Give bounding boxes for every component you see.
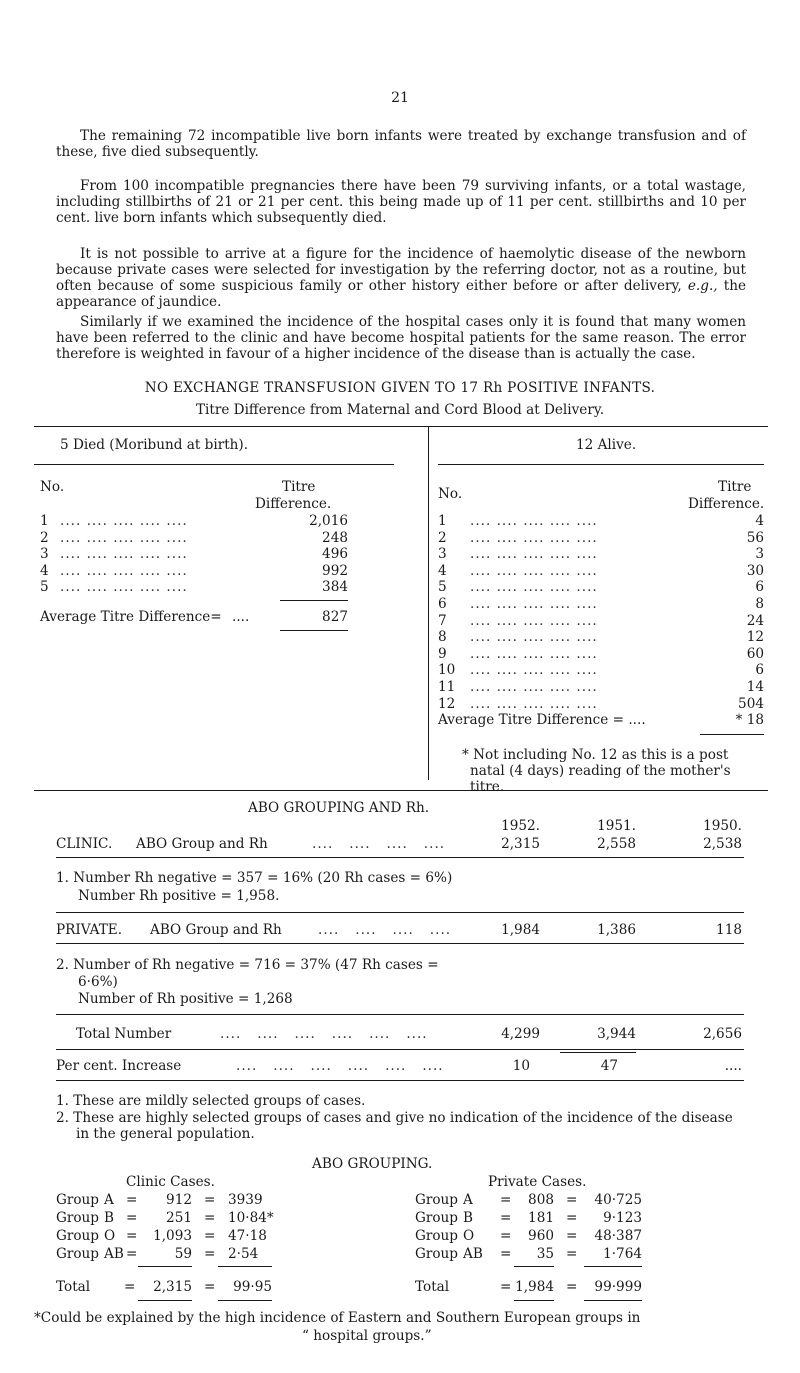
clinic-pct-rule <box>218 1266 272 1267</box>
right-col-no: No. <box>438 486 463 502</box>
right-row-no: 6 <box>438 596 447 612</box>
right-row-value: 60 <box>746 645 764 662</box>
transfusion-footnote: * Not including No. 12 as this is a post natal (4 days) reading of the mother's titre. <box>462 747 731 795</box>
clinic-group-letter: B <box>104 1210 114 1226</box>
left-row-no: 1 <box>40 513 49 529</box>
clinic-total-eq1: = <box>124 1279 136 1295</box>
right-row-no: 7 <box>438 612 447 629</box>
clinic-group-eq1: = <box>126 1246 138 1262</box>
note-2: 2. These are highly selected groups of cases and give no indication of the incidence of the disease in the general population. <box>56 1110 733 1142</box>
private-pct-rule <box>584 1266 642 1267</box>
clinic-group-pct: 2·54 <box>228 1246 259 1262</box>
left-row-dots: .... .... .... .... .... <box>60 562 188 579</box>
increase-1952: 10 <box>512 1058 530 1074</box>
clinic-count-total-rule <box>138 1300 192 1301</box>
right-row-no: 5 <box>438 579 447 596</box>
left-average-label: Average Titre Difference= <box>40 609 222 625</box>
grouping-footnote-2: “ hospital groups.” <box>302 1328 432 1344</box>
private-1950: 118 <box>716 922 742 938</box>
right-row-dots: .... .... .... .... .... <box>470 645 598 662</box>
clinic-1952: 2,315 <box>501 836 540 852</box>
note-1: 1. These are mildly selected groups of cases. <box>56 1093 366 1109</box>
private-note-3: Number of Rh positive = 1,268 <box>78 991 293 1007</box>
right-row-dots: .... .... .... .... .... <box>470 612 598 629</box>
right-row-value: 30 <box>746 562 764 579</box>
left-row-dots: .... .... .... .... .... <box>60 579 188 595</box>
right-row-value: 24 <box>746 612 764 629</box>
right-col-difference: Difference. <box>688 496 765 512</box>
clinic-group-eq1: = <box>126 1228 138 1244</box>
clinic-note-2: Number Rh positive = 1,958. <box>78 888 280 904</box>
right-col-titre: Titre <box>718 479 752 495</box>
year-1950: 1950. <box>703 818 742 834</box>
private-1952: 1,984 <box>501 922 540 938</box>
private-group-count: 960 <box>528 1228 554 1244</box>
total-1950: 2,656 <box>703 1026 742 1042</box>
private-group-letter: AB <box>463 1246 483 1262</box>
private-group-word: Group <box>415 1192 458 1208</box>
right-row-dots: .... .... .... .... .... <box>470 662 598 679</box>
right-row-no: 3 <box>438 546 447 563</box>
right-row-value: 14 <box>746 679 764 695</box>
clinic-group-count: 251 <box>166 1210 192 1226</box>
private-group-eq2: = <box>566 1192 578 1208</box>
clinic-group-eq2: = <box>204 1192 216 1208</box>
paragraph-2: From 100 incompatible pregnancies there have been 79 surviving infants, or a total wastage, including stillbirths of 21 or 21 per cent. this being made up of 11 per cent. stillbirths and 10 per cent. live born infants which subsequently died. <box>56 178 746 226</box>
right-row-dots: .... .... .... .... .... <box>470 596 598 612</box>
right-row-no: 9 <box>438 645 447 662</box>
right-average-label: Average Titre Difference = <box>438 712 625 728</box>
right-row-no: 2 <box>438 529 447 546</box>
private-total-eq1: = <box>500 1279 512 1295</box>
right-average-dots: .... <box>628 712 646 728</box>
right-row-value: 504 <box>738 695 764 712</box>
increase-col-rule <box>560 1052 636 1053</box>
left-average-rule <box>280 630 348 631</box>
clinic-cases-header: Clinic Cases. <box>126 1174 215 1190</box>
clinic-dots: .... .... .... .... <box>312 836 446 852</box>
right-row-no: 1 <box>438 513 447 529</box>
right-row-dots: .... .... .... .... .... <box>470 629 598 646</box>
year-1952: 1952. <box>501 818 540 834</box>
left-row-value: 2,016 <box>309 513 348 529</box>
clinic-total-pct: 99·95 <box>233 1279 272 1295</box>
clinic-group-eq1: = <box>126 1210 138 1226</box>
clinic-group-eq2: = <box>204 1228 216 1244</box>
clinic-group-letter: A <box>104 1192 114 1208</box>
clinic-total-count: 2,315 <box>153 1279 192 1295</box>
private-pct-total-rule <box>584 1300 642 1301</box>
left-row-value: 384 <box>322 579 348 595</box>
left-average-value: 827 <box>322 609 348 625</box>
total-label: Total Number <box>76 1026 172 1042</box>
private-label: PRIVATE. <box>56 922 123 938</box>
clinic-group-pct: 3939 <box>228 1192 263 1208</box>
left-col-no: No. <box>40 479 65 495</box>
private-count-total-rule <box>514 1300 554 1301</box>
clinic-note-1: 1. Number Rh negative = 357 = 16% (20 Rh cases = 6%) <box>56 870 453 886</box>
paragraph-3-eg: e.g., <box>687 278 718 294</box>
private-group-word: Group <box>415 1246 458 1262</box>
clinic-pct-total-rule <box>218 1300 272 1301</box>
left-row-value: 248 <box>322 529 348 546</box>
clinic-notes-rule <box>56 912 744 913</box>
clinic-group-count: 59 <box>174 1246 192 1262</box>
right-average-rule <box>700 734 764 735</box>
clinic-1950: 2,538 <box>703 836 742 852</box>
right-row-value: 6 <box>755 579 764 596</box>
table-top-rule <box>34 426 768 427</box>
clinic-group-pct: 10·84* <box>228 1210 274 1226</box>
left-row-dots: .... .... .... .... .... <box>60 546 188 562</box>
total-dots: .... .... .... .... .... .... <box>220 1026 428 1042</box>
private-total-eq2: = <box>566 1279 578 1295</box>
private-group-letter: O <box>463 1228 475 1244</box>
private-group-letter: B <box>463 1210 473 1226</box>
left-row-value: 496 <box>322 546 348 562</box>
increase-1950: .... <box>724 1058 742 1074</box>
right-row-value: 3 <box>755 546 764 563</box>
private-1951: 1,386 <box>597 922 636 938</box>
private-group-letter: A <box>463 1192 473 1208</box>
transfusion-table-title: NO EXCHANGE TRANSFUSION GIVEN TO 17 Rh POSITIVE INFANTS. <box>144 380 656 396</box>
right-row-value: 12 <box>746 629 764 646</box>
right-row-no: 8 <box>438 629 447 646</box>
left-row-value: 992 <box>322 562 348 579</box>
table-center-divider <box>428 426 429 780</box>
left-row-dots: .... .... .... .... .... <box>60 513 188 529</box>
private-dots: .... .... .... .... <box>318 922 452 938</box>
abo-rh-title: ABO GROUPING AND Rh. <box>248 800 430 816</box>
left-header-rule <box>34 464 394 465</box>
private-group-pct: 9·123 <box>603 1210 642 1226</box>
left-row-no: 4 <box>40 562 49 579</box>
right-header-rule <box>438 464 764 465</box>
left-header: 5 Died (Moribund at birth). <box>60 437 249 453</box>
left-col-difference: Difference. <box>255 496 332 512</box>
private-group-eq2: = <box>566 1246 578 1262</box>
right-row-dots: .... .... .... .... .... <box>470 529 598 546</box>
left-row-no: 2 <box>40 529 49 546</box>
left-sum-rule <box>280 600 348 601</box>
clinic-count-rule <box>138 1266 192 1267</box>
right-average-value: * 18 <box>735 712 764 728</box>
private-group-count: 181 <box>528 1210 554 1226</box>
total-rule <box>56 1049 744 1050</box>
grouping-footnote-1: *Could be explained by the high incidence of Eastern and Southern European groups in <box>34 1310 641 1326</box>
left-row-no: 3 <box>40 546 49 562</box>
paragraph-3 <box>56 246 746 310</box>
clinic-label: CLINIC. <box>56 836 113 852</box>
left-row-dots: .... .... .... .... .... <box>60 529 188 546</box>
private-group-eq1: = <box>500 1192 512 1208</box>
clinic-total-eq2: = <box>204 1279 216 1295</box>
private-group-word: Group <box>415 1210 458 1226</box>
private-group-pct: 48·387 <box>594 1228 642 1244</box>
private-count-rule <box>514 1266 554 1267</box>
clinic-group-word: Group <box>56 1228 99 1244</box>
private-row-label: ABO Group and Rh <box>150 922 282 938</box>
private-group-count: 35 <box>536 1246 554 1262</box>
page-number: 21 <box>391 90 409 106</box>
clinic-1951: 2,558 <box>597 836 636 852</box>
increase-dots: .... .... .... .... .... .... <box>236 1058 444 1074</box>
paragraph-3-end: the appearance of jaundice. <box>56 278 746 310</box>
left-col-titre: Titre <box>282 479 316 495</box>
right-row-no: 12 <box>438 695 456 712</box>
clinic-group-letter: AB <box>104 1246 124 1262</box>
private-total-pct: 99·999 <box>594 1279 642 1295</box>
year-1951: 1951. <box>597 818 636 834</box>
clinic-group-eq2: = <box>204 1210 216 1226</box>
right-row-no: 10 <box>438 662 456 679</box>
clinic-group-pct: 47·18 <box>228 1228 267 1244</box>
clinic-group-word: Group <box>56 1210 99 1226</box>
left-average-dots: .... <box>232 609 250 625</box>
paragraph-3-text: It is not possible to arrive at a figure for the incidence of haemolytic disease of the newborn because private cases were selected for investigation by the referring doctor, not as a routine, but often because of some suspicious family or other history either before or after delivery, <box>56 246 746 294</box>
private-notes-rule <box>56 1014 744 1015</box>
private-note-2: 6·6%) <box>78 974 118 990</box>
paragraph-4: Similarly if we examined the incidence of the hospital cases only it is found that many women have been referred to the clinic and have become hospital patients for the same reason. The error therefore is weighted in favour of a higher incidence of the disease than is actually the case. <box>56 314 746 362</box>
right-row-dots: .... .... .... .... .... <box>470 546 598 563</box>
private-group-eq1: = <box>500 1228 512 1244</box>
table-bottom-rule <box>34 790 768 791</box>
clinic-group-eq2: = <box>204 1246 216 1262</box>
clinic-rule <box>56 857 744 858</box>
total-1952: 4,299 <box>501 1026 540 1042</box>
private-note-1: 2. Number of Rh negative = 716 = 37% (47 Rh cases = <box>56 957 439 973</box>
clinic-group-word: Group <box>56 1192 99 1208</box>
right-header: 12 Alive. <box>576 437 637 453</box>
increase-rule <box>56 1080 744 1081</box>
right-row-value: 4 <box>755 513 764 529</box>
private-group-eq1: = <box>500 1246 512 1262</box>
clinic-total-label: Total <box>56 1279 91 1295</box>
abo-grouping-title: ABO GROUPING. <box>312 1156 433 1172</box>
private-total-label: Total <box>415 1279 450 1295</box>
right-row-dots: .... .... .... .... .... <box>470 562 598 579</box>
increase-label: Per cent. Increase <box>56 1058 182 1074</box>
private-total-count: 1,984 <box>515 1279 554 1295</box>
total-1951: 3,944 <box>597 1026 636 1042</box>
right-row-dots: .... .... .... .... .... <box>470 513 598 529</box>
clinic-group-word: Group <box>56 1246 99 1262</box>
right-row-value: 56 <box>746 529 764 546</box>
right-row-dots: .... .... .... .... .... <box>470 579 598 596</box>
private-group-eq1: = <box>500 1210 512 1226</box>
increase-1951: 47 <box>600 1058 618 1074</box>
right-row-no: 11 <box>438 679 456 695</box>
clinic-group-letter: O <box>104 1228 116 1244</box>
paragraph-1: The remaining 72 incompatible live born infants were treated by exchange transfusion and of these, five died subsequently. <box>56 128 746 160</box>
private-group-eq2: = <box>566 1210 578 1226</box>
clinic-group-eq1: = <box>126 1192 138 1208</box>
transfusion-table-subtitle: Titre Difference from Maternal and Cord Blood at Delivery. <box>195 402 605 418</box>
private-group-word: Group <box>415 1228 458 1244</box>
right-row-dots: .... .... .... .... .... <box>470 679 598 695</box>
clinic-group-count: 1,093 <box>153 1228 192 1244</box>
right-row-value: 8 <box>755 596 764 612</box>
private-group-eq2: = <box>566 1228 578 1244</box>
right-row-dots: .... .... .... .... .... <box>470 695 598 712</box>
clinic-group-count: 912 <box>166 1192 192 1208</box>
right-row-value: 6 <box>755 662 764 679</box>
private-rule <box>56 943 744 944</box>
private-group-pct: 1·764 <box>603 1246 642 1262</box>
clinic-row-label: ABO Group and Rh <box>136 836 268 852</box>
right-row-no: 4 <box>438 562 447 579</box>
private-group-pct: 40·725 <box>594 1192 642 1208</box>
private-group-count: 808 <box>528 1192 554 1208</box>
private-cases-header: Private Cases. <box>488 1174 587 1190</box>
left-row-no: 5 <box>40 579 49 595</box>
